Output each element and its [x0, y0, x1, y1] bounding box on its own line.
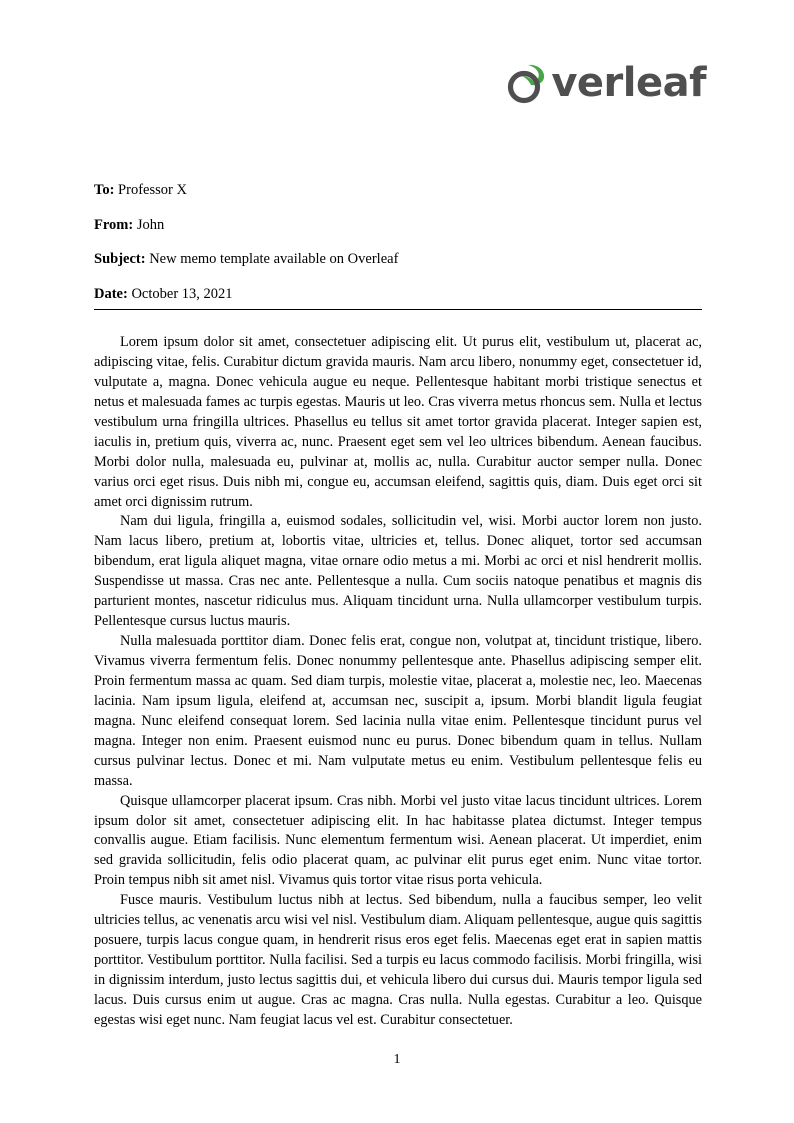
- body-paragraph: Lorem ipsum dolor sit amet, consectetuer adipiscing elit. Ut purus elit, vestibulum ut, placerat ac, adipiscing vitae, felis. Curabitur dictum gravida mauris. Nam arcu libero, nonummy eget, consectetuer id, vulputate a, magna. Donec vehicula augue eu neque. Pellentesque habitant morbi tristique senectus et netus et malesuada fames ac turpis egestas. Mauris ut leo. Cras viverra metus rhoncus sem. Nulla et lectus vestibulum urna fringilla ultrices. Phasellus eu tellus sit amet tortor gravida placerat. Integer sapien est, iaculis in, pretium quis, viverra ac, nunc. Praesent eget sem vel leo ultrices bibendum. Aenean faucibus. Morbi dolor nulla, malesuada eu, pulvinar at, mollis ac, nulla. Curabitur auctor semper nulla. Donec varius orci eget risus. Duis nibh mi, congue eu, accumsan eleifend, sagittis quis, diam. Duis eget orci sit amet orci dignissim rutrum.: [94, 334, 702, 510]
- body-paragraph: Quisque ullamcorper placerat ipsum. Cras nibh. Morbi vel justo vitae lacus tincidunt ultrices. Lorem ipsum dolor sit amet, consectetuer adipiscing elit. In hac habitasse platea dictumst. Integer tempus convallis augue. Etiam facilisis. Nunc elementum fermentum wisi. Aenean placerat. Ut imperdiet, enim sed gravida sollicitudin, felis odio placerat quam, ac pulvinar elit purus eget enim. Nunc vitae tortor. Proin tempus nibh sit amet nisl. Vivamus quis tortor vitae risus porta vehicula.: [94, 792, 702, 889]
- memo-field-to-value: Professor X: [118, 182, 187, 198]
- body-paragraph: Fusce mauris. Vestibulum luctus nibh at lectus. Sed bibendum, nulla a faucibus semper, leo velit ultricies tellus, ac venenatis arcu wisi vel nisl. Vestibulum diam. Aliquam pellentesque, augue quis sagittis posuere, turpis lacus congue quam, in hendrerit risus eros eget felis. Maecenas eget erat in sapien mattis porttitor. Vestibulum porttitor. Nulla facilisi. Sed a turpis eu lacus commodo facilisis. Morbi fringilla, wisi in dignissim interdum, justo lectus sagittis dui, et vehicula libero dui cursus dui. Mauris tempor ligula sed lacus. Duis cursus enim ut augue. Cras ac magna. Cras nulla. Nulla egestas. Curabitur a leo. Quisque egestas wisi eget nunc. Nam feugiat lacus vel est. Curabitur consectetuer.: [94, 892, 702, 1028]
- memo-field-subject: [94, 250, 702, 268]
- memo-field-subject-value: New memo template available on Overleaf: [149, 251, 399, 268]
- document-body: [94, 333, 702, 1031]
- overleaf-wordmark: [551, 61, 706, 105]
- memo-field-to-label: To:: [94, 182, 115, 198]
- page-number: 1: [393, 1052, 401, 1067]
- memo-field-date: [94, 285, 702, 303]
- memo-field-subject-label: Subject:: [94, 251, 146, 268]
- memo-field-date-value: October 13, 2021: [131, 285, 233, 302]
- memo-field-from-label: From:: [94, 216, 134, 233]
- memo-header: [94, 181, 702, 320]
- overleaf-leaf-icon: [505, 61, 549, 105]
- memo-field-from: [94, 216, 702, 234]
- memo-field-date-label: Date:: [94, 285, 128, 302]
- overleaf-wordmark-gray: verleaf: [551, 60, 706, 106]
- header-divider: [94, 309, 702, 310]
- body-paragraph: Nulla malesuada porttitor diam. Donec felis erat, congue non, volutpat at, tincidunt tristique, libero. Vivamus viverra fermentum felis. Donec nonummy pellentesque ante. Phasellus adipiscing semper elit. Proin fermentum massa ac quam. Sed diam turpis, molestie vitae, placerat a, molestie nec, leo. Maecenas lacinia. Nam ipsum ligula, eleifend at, accumsan nec, suscipit a, ipsum. Morbi blandit ligula feugiat magna. Nunc eleifend consequat lorem. Sed lacinia nulla vitae enim. Pellentesque tincidunt purus vel magna. Integer non enim. Praesent euismod nunc eu purus. Donec bibendum quam in tellus. Nullam cursus pulvinar lectus. Donec et mi. Nam vulputate metus eu enim. Vestibulum pellentesque felis eu massa.: [94, 633, 702, 789]
- overleaf-logo: [505, 60, 706, 106]
- memo-field-from-value: John: [136, 216, 165, 233]
- memo-field-to: [94, 181, 702, 199]
- body-paragraph: Nam dui ligula, fringilla a, euismod sodales, sollicitudin vel, wisi. Morbi auctor lorem non justo. Nam lacus libero, pretium at, lobortis vitae, ultricies et, tellus. Donec aliquet, tortor sed accumsan bibendum, erat ligula aliquet magna, vitae ornare odio metus a mi. Morbi ac orci et nisl hendrerit mollis. Suspendisse ut massa. Cras nec ante. Pellentesque a nulla. Cum sociis natoque penatibus et magnis dis parturient montes, nascetur ridiculus mus. Aliquam tincidunt urna. Nulla ullamcorper vestibulum turpis. Pellentesque cursus luctus mauris.: [94, 513, 702, 630]
